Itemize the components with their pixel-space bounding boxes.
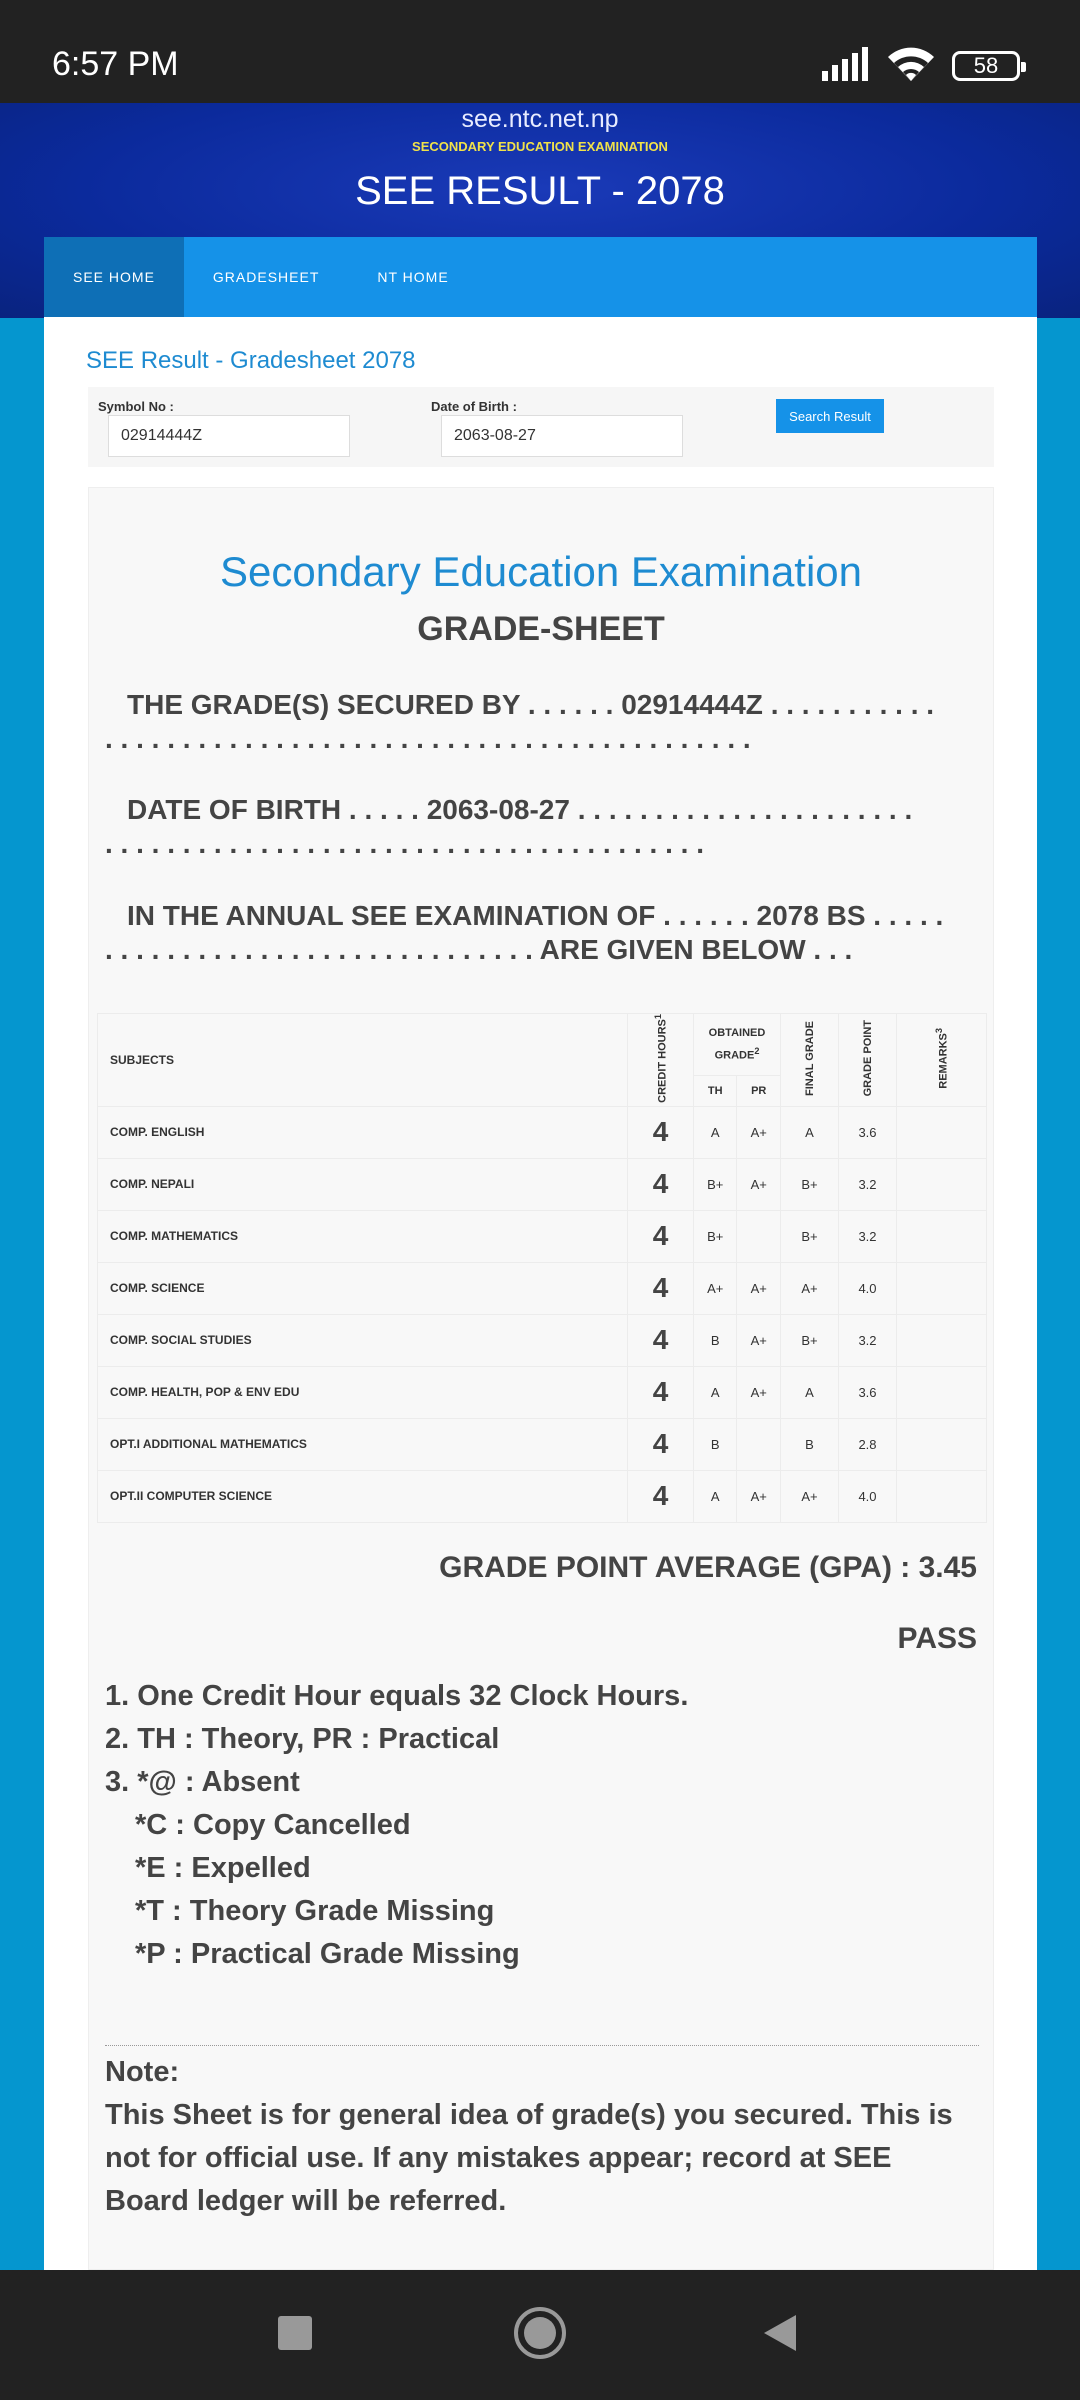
table-row (98, 1418, 987, 1470)
triangle-back-icon (762, 2313, 798, 2358)
annual-suffix: . . . . . (873, 900, 944, 931)
status-time: 6:57 PM (52, 45, 179, 83)
table-row (98, 1210, 987, 1262)
grade-table (97, 1013, 987, 1523)
secured-suffix: . . . . . . . . . . . (770, 689, 935, 720)
cell-th: B (694, 1314, 737, 1366)
cell-credit: 4 (628, 1418, 694, 1470)
cell-point: 4.0 (839, 1470, 897, 1522)
cell-credit: 4 (628, 1262, 694, 1314)
col-credit (628, 1014, 694, 1107)
disclaimer-text: This Sheet is for general idea of grade(s) you secured. This is not for official use. If any mistakes appear; record at SEE Board ledger will be referred. (105, 2099, 953, 2217)
exam-name: SECONDARY EDUCATION EXAMINATION (412, 139, 668, 154)
dob-suffix: . . . . . . . . . . . . . . . . . . . . . . (577, 794, 913, 825)
cell-final: A+ (781, 1470, 839, 1522)
result-status: PASS (897, 1622, 977, 1655)
col-point (839, 1014, 897, 1107)
content-panel (44, 317, 1037, 2270)
cell-final: B+ (781, 1158, 839, 1210)
cell-pr: A+ (737, 1158, 781, 1210)
cell-remarks (897, 1418, 987, 1470)
page-heading: SEE Result - Gradesheet 2078 (86, 347, 416, 374)
symbol-input[interactable] (108, 415, 350, 457)
table-row (98, 1470, 987, 1522)
cell-point: 3.6 (839, 1106, 897, 1158)
cell-th: A (694, 1366, 737, 1418)
cell-subject: OPT.II COMPUTER SCIENCE (98, 1470, 628, 1522)
dob-dots: . . . . . . . . . . . . . . . . . . . . . . . . . . . . . . . . . . . . . . . (105, 828, 705, 859)
grade-sheet (88, 487, 994, 2270)
col-credit-sup: 1 (653, 1014, 664, 1020)
cell-th: A+ (694, 1262, 737, 1314)
symbol-label: Symbol No : (98, 399, 174, 414)
cell-th: A (694, 1470, 737, 1522)
cell-subject: COMP. ENGLISH (98, 1106, 628, 1158)
dob-value: 2063-08-27 (426, 794, 570, 825)
secured-prefix: THE GRADE(S) SECURED BY . . . . . . (127, 689, 614, 720)
col-remarks-label: REMARKS (937, 1033, 950, 1089)
col-remarks (897, 1014, 987, 1107)
battery-icon (952, 51, 1020, 81)
note-item: *C : Copy Cancelled (135, 1809, 411, 1841)
col-obtained (694, 1014, 781, 1076)
table-row (98, 1262, 987, 1314)
secured-by-line (105, 688, 979, 756)
note-item: *E : Expelled (135, 1852, 311, 1884)
cell-point: 3.2 (839, 1314, 897, 1366)
cell-final: B+ (781, 1210, 839, 1262)
dob-label: Date of Birth : (431, 399, 517, 414)
annual-end: ARE GIVEN BELOW . . . (539, 934, 853, 965)
note-item: 1. One Credit Hour equals 32 Clock Hours. (105, 1680, 689, 1712)
square-icon (277, 2315, 313, 2356)
search-result-button[interactable]: Search Result (776, 399, 884, 433)
status-bar (0, 0, 1080, 103)
cell-point: 3.2 (839, 1158, 897, 1210)
system-nav-bar (0, 2270, 1080, 2400)
nav-see-home[interactable]: SEE HOME (44, 237, 184, 317)
battery-level: 58 (973, 53, 999, 78)
note-item: 2. TH : Theory, PR : Practical (105, 1723, 500, 1755)
col-final-label: FINAL GRADE (803, 1020, 816, 1096)
cell-final: A (781, 1106, 839, 1158)
col-obtained-label: OBTAINED GRADE (708, 1027, 766, 1062)
cell-th: B (694, 1418, 737, 1470)
cell-final: A (781, 1366, 839, 1418)
cell-credit: 4 (628, 1106, 694, 1158)
nav-gradesheet[interactable]: GRADESHEET (212, 269, 320, 285)
cell-th: B+ (694, 1158, 737, 1210)
search-form (88, 387, 994, 467)
cell-subject: COMP. SOCIAL STUDIES (98, 1314, 628, 1366)
cell-subject: COMP. MATHEMATICS (98, 1210, 628, 1262)
cell-subject: COMP. NEPALI (98, 1158, 628, 1210)
annual-dots: . . . . . . . . . . . . . . . . . . . . . . . . . . . . (105, 934, 533, 965)
cell-remarks (897, 1106, 987, 1158)
legend-notes (105, 1675, 688, 1976)
back-button[interactable] (745, 2300, 815, 2370)
col-pr: PR (737, 1075, 781, 1106)
cell-pr: A+ (737, 1470, 781, 1522)
cell-subject: COMP. SCIENCE (98, 1262, 628, 1314)
col-final (781, 1014, 839, 1107)
gpa-value: GRADE POINT AVERAGE (GPA) : 3.45 (439, 1551, 977, 1584)
circle-icon (513, 2306, 567, 2365)
cell-subject: COMP. HEALTH, POP & ENV EDU (98, 1366, 628, 1418)
dob-prefix: DATE OF BIRTH . . . . . (127, 794, 419, 825)
col-point-label: GRADE POINT (861, 1020, 874, 1097)
annual-line (105, 899, 979, 967)
col-th: TH (694, 1075, 737, 1106)
cell-pr: A+ (737, 1262, 781, 1314)
secured-symbol: 02914444Z (621, 689, 763, 720)
secured-dots: . . . . . . . . . . . . . . . . . . . . . . . . . . . . . . . . . . . . . . . . . . (105, 723, 751, 754)
cell-remarks (897, 1314, 987, 1366)
cell-th: A (694, 1106, 737, 1158)
divider (105, 2045, 979, 2046)
disclaimer (105, 2051, 979, 2223)
cell-final: A+ (781, 1262, 839, 1314)
col-obtained-sup: 2 (754, 1046, 760, 1057)
cell-point: 2.8 (839, 1418, 897, 1470)
cell-pr (737, 1210, 781, 1262)
cell-pr: A+ (737, 1106, 781, 1158)
cell-point: 4.0 (839, 1262, 897, 1314)
page-title: SEE RESULT - 2078 (355, 169, 725, 213)
table-row (98, 1158, 987, 1210)
col-credit-label: CREDIT HOURS (656, 1019, 669, 1103)
col-subjects: SUBJECTS (98, 1014, 628, 1107)
home-button[interactable] (505, 2300, 575, 2370)
dob-line (105, 793, 979, 861)
cell-pr: A+ (737, 1314, 781, 1366)
cell-subject: OPT.I ADDITIONAL MATHEMATICS (98, 1418, 628, 1470)
cell-remarks (897, 1262, 987, 1314)
cell-point: 3.6 (839, 1366, 897, 1418)
cell-final: B (781, 1418, 839, 1470)
table-row (98, 1106, 987, 1158)
cell-th: B+ (694, 1210, 737, 1262)
annual-prefix: IN THE ANNUAL SEE EXAMINATION OF . . . . . . (127, 900, 749, 931)
cell-credit: 4 (628, 1314, 694, 1366)
note-item: 3. *@ : Absent (105, 1766, 300, 1798)
recents-button[interactable] (260, 2300, 330, 2370)
cell-credit: 4 (628, 1470, 694, 1522)
cell-remarks (897, 1366, 987, 1418)
site-url: see.ntc.net.np (461, 105, 619, 133)
signal-icon (822, 47, 870, 86)
note-item: *T : Theory Grade Missing (135, 1895, 495, 1927)
sheet-title: Secondary Education Examination (219, 548, 863, 595)
cell-point: 3.2 (839, 1210, 897, 1262)
sheet-subtitle: GRADE-SHEET (417, 610, 665, 648)
disclaimer-heading: Note: (105, 2056, 180, 2088)
col-remarks-sup: 3 (934, 1028, 945, 1034)
status-icons (822, 46, 1020, 86)
dob-input[interactable] (441, 415, 683, 457)
cell-final: B+ (781, 1314, 839, 1366)
annual-year: 2078 BS (756, 900, 866, 931)
cell-credit: 4 (628, 1366, 694, 1418)
cell-pr: A+ (737, 1366, 781, 1418)
nav-nt-home[interactable]: NT HOME (377, 269, 449, 285)
main-nav (44, 237, 1037, 317)
note-item: *P : Practical Grade Missing (135, 1938, 520, 1970)
table-row (98, 1366, 987, 1418)
cell-remarks (897, 1210, 987, 1262)
cell-remarks (897, 1158, 987, 1210)
cell-remarks (897, 1470, 987, 1522)
wifi-icon (888, 47, 934, 86)
cell-credit: 4 (628, 1158, 694, 1210)
cell-credit: 4 (628, 1210, 694, 1262)
cell-pr (737, 1418, 781, 1470)
table-row (98, 1314, 987, 1366)
